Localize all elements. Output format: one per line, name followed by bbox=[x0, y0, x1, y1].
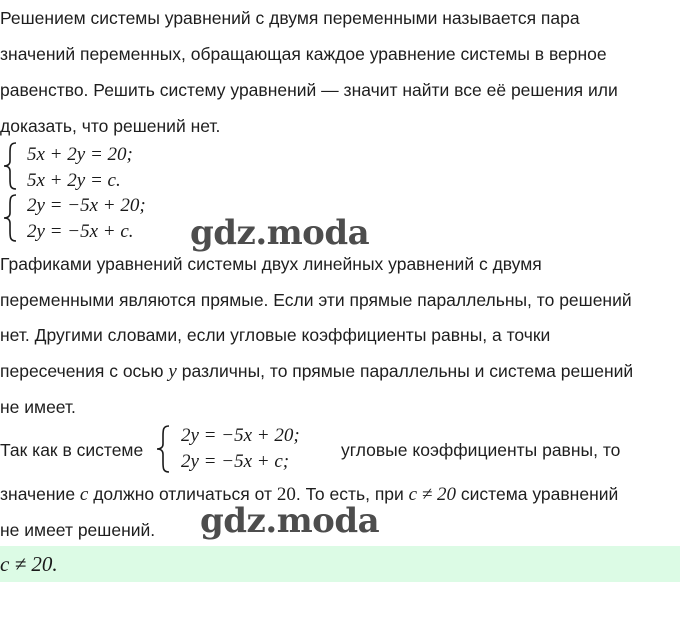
inline-system-eq2: 2y = −5x + c; bbox=[181, 451, 290, 472]
para3-line2-part4: система уравнений bbox=[456, 484, 619, 504]
para2-line1: Графиками уравнений системы двух линейных уравнений с двумя bbox=[0, 254, 542, 274]
system-eq3: 2y = −5x + 20; bbox=[27, 195, 146, 216]
left-brace-icon bbox=[2, 141, 20, 191]
para3-line2-part3: . То есть, при bbox=[295, 484, 409, 504]
para2-line4 bbox=[0, 360, 633, 383]
watermark-logo: gdz.moda bbox=[190, 213, 370, 253]
condition-c-not-20: c ≠ 20 bbox=[408, 484, 457, 505]
para3-line3: не имеет решений. bbox=[0, 520, 156, 540]
para1-line4: доказать, что решений нет. bbox=[0, 116, 221, 136]
var-y: y bbox=[168, 361, 177, 382]
para3-line2-part1: значение bbox=[0, 484, 80, 504]
system-eq4: 2y = −5x + c. bbox=[27, 221, 134, 242]
number-20: 20 bbox=[276, 484, 296, 505]
left-brace-icon bbox=[155, 424, 173, 474]
para3-line2-part2: должно отличаться от bbox=[88, 484, 277, 504]
system-eq2: 5x + 2y = c. bbox=[27, 170, 121, 191]
para2-line4-start: пересечения с осью bbox=[0, 361, 169, 381]
para2-line5: не имеет. bbox=[0, 397, 76, 417]
para1-line3: равенство. Решить систему уравнений — значит найти все её решения или bbox=[0, 80, 618, 100]
para3-after: угловые коэффициенты равны, то bbox=[341, 440, 621, 460]
system-eq1: 5x + 2y = 20; bbox=[27, 144, 133, 165]
para2-line4-end: различны, то прямые параллельны и система решений bbox=[176, 361, 634, 381]
watermark-logo: gdz.moda bbox=[200, 501, 380, 541]
para3-intro: Так как в системе bbox=[0, 440, 144, 460]
answer-text: c ≠ 20. bbox=[0, 552, 58, 576]
para2-line3: нет. Другими словами, если угловые коэффициенты равны, а точки bbox=[0, 325, 551, 345]
para2-line2: переменными являются прямые. Если эти прямые параллельны, то решений bbox=[0, 290, 632, 310]
answer-box bbox=[0, 546, 680, 582]
para1-line1: Решением системы уравнений с двумя переменными называется пара bbox=[0, 8, 580, 28]
para1-line2: значений переменных, обращающая каждое уравнение системы в верное bbox=[0, 44, 607, 64]
var-c: c bbox=[79, 484, 89, 505]
left-brace-icon bbox=[2, 193, 20, 243]
inline-system-eq1: 2y = −5x + 20; bbox=[181, 425, 300, 446]
